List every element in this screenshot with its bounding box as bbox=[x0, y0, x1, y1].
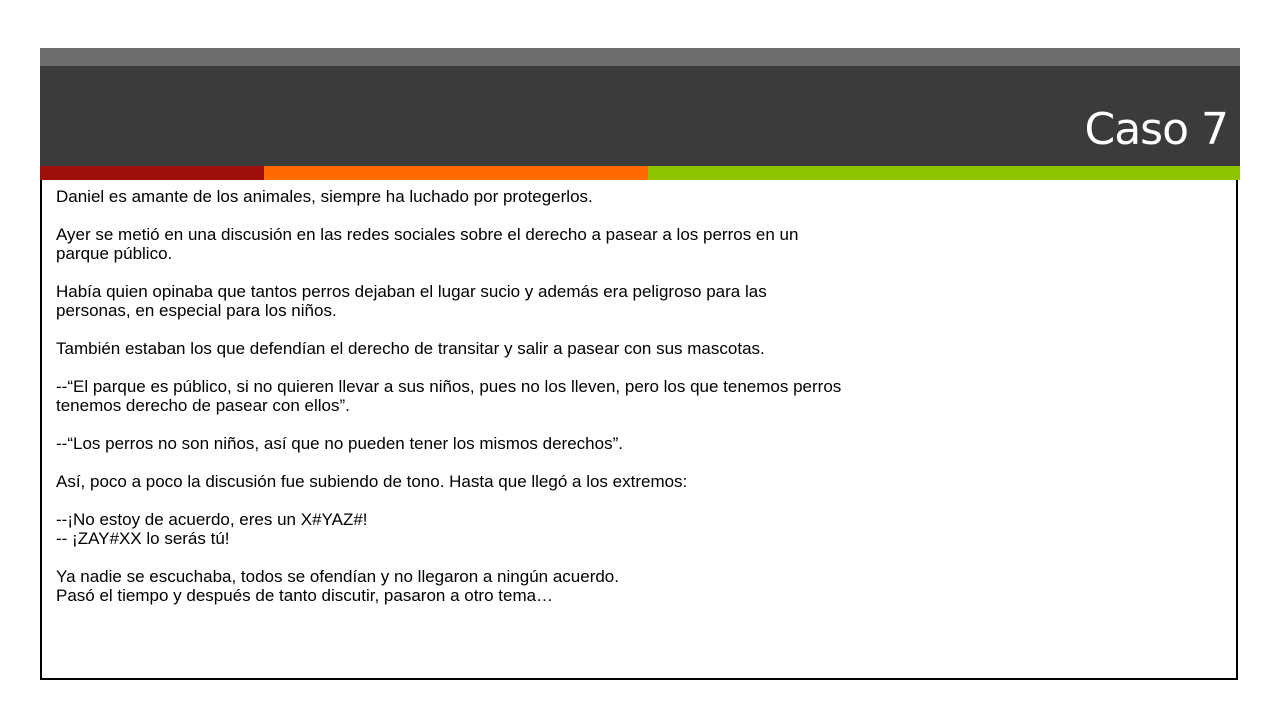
paragraph-line: Pasó el tiempo y después de tanto discutir, pasaron a otro tema… bbox=[56, 586, 554, 605]
accent-segment-green bbox=[648, 166, 1240, 180]
paragraph-line: --“El parque es público, si no quieren llevar a sus niños, pues no los lleven, pero los que tenemos perros bbox=[56, 377, 842, 396]
paragraph-insults bbox=[56, 510, 1236, 548]
paragraph-line: parque público. bbox=[56, 244, 173, 263]
paragraph-line: Ya nadie se escuchaba, todos se ofendían y no llegaron a ningún acuerdo. bbox=[56, 567, 619, 586]
accent-segment-orange bbox=[264, 166, 648, 180]
paragraph-discussion bbox=[56, 225, 1236, 263]
header-top-strip bbox=[40, 48, 1240, 66]
paragraph-intro: Daniel es amante de los animales, siempre ha luchado por protegerlos. bbox=[56, 187, 593, 206]
paragraph-quote-2: --“Los perros no son niños, así que no pueden tener los mismos derechos”. bbox=[56, 434, 623, 453]
paragraph-line: -- ¡ZAY#XX lo serás tú! bbox=[56, 529, 230, 548]
paragraph-escalation: Así, poco a poco la discusión fue subiendo de tono. Hasta que llegó a los extremos: bbox=[56, 472, 688, 491]
paragraph-line: personas, en especial para los niños. bbox=[56, 301, 337, 320]
paragraph-line: Ayer se metió en una discusión en las redes sociales sobre el derecho a pasear a los perros en un bbox=[56, 225, 799, 244]
paragraph-quote-1 bbox=[56, 377, 1236, 415]
paragraph-conclusion bbox=[56, 567, 1236, 605]
story-text-box bbox=[40, 180, 1238, 680]
slide-title: Caso 7 bbox=[1084, 104, 1228, 155]
accent-segment-red bbox=[40, 166, 264, 180]
paragraph-line: --¡No estoy de acuerdo, eres un X#YAZ#! bbox=[56, 510, 368, 529]
paragraph-line: tenemos derecho de pasear con ellos”. bbox=[56, 396, 350, 415]
paragraph-opinion-for: También estaban los que defendían el derecho de transitar y salir a pasear con sus mascotas. bbox=[56, 339, 765, 358]
paragraph-opinion-against bbox=[56, 282, 1236, 320]
paragraph-line: Había quien opinaba que tantos perros dejaban el lugar sucio y además era peligroso para las bbox=[56, 282, 767, 301]
accent-color-bar bbox=[40, 166, 1240, 180]
header-band bbox=[40, 66, 1240, 166]
